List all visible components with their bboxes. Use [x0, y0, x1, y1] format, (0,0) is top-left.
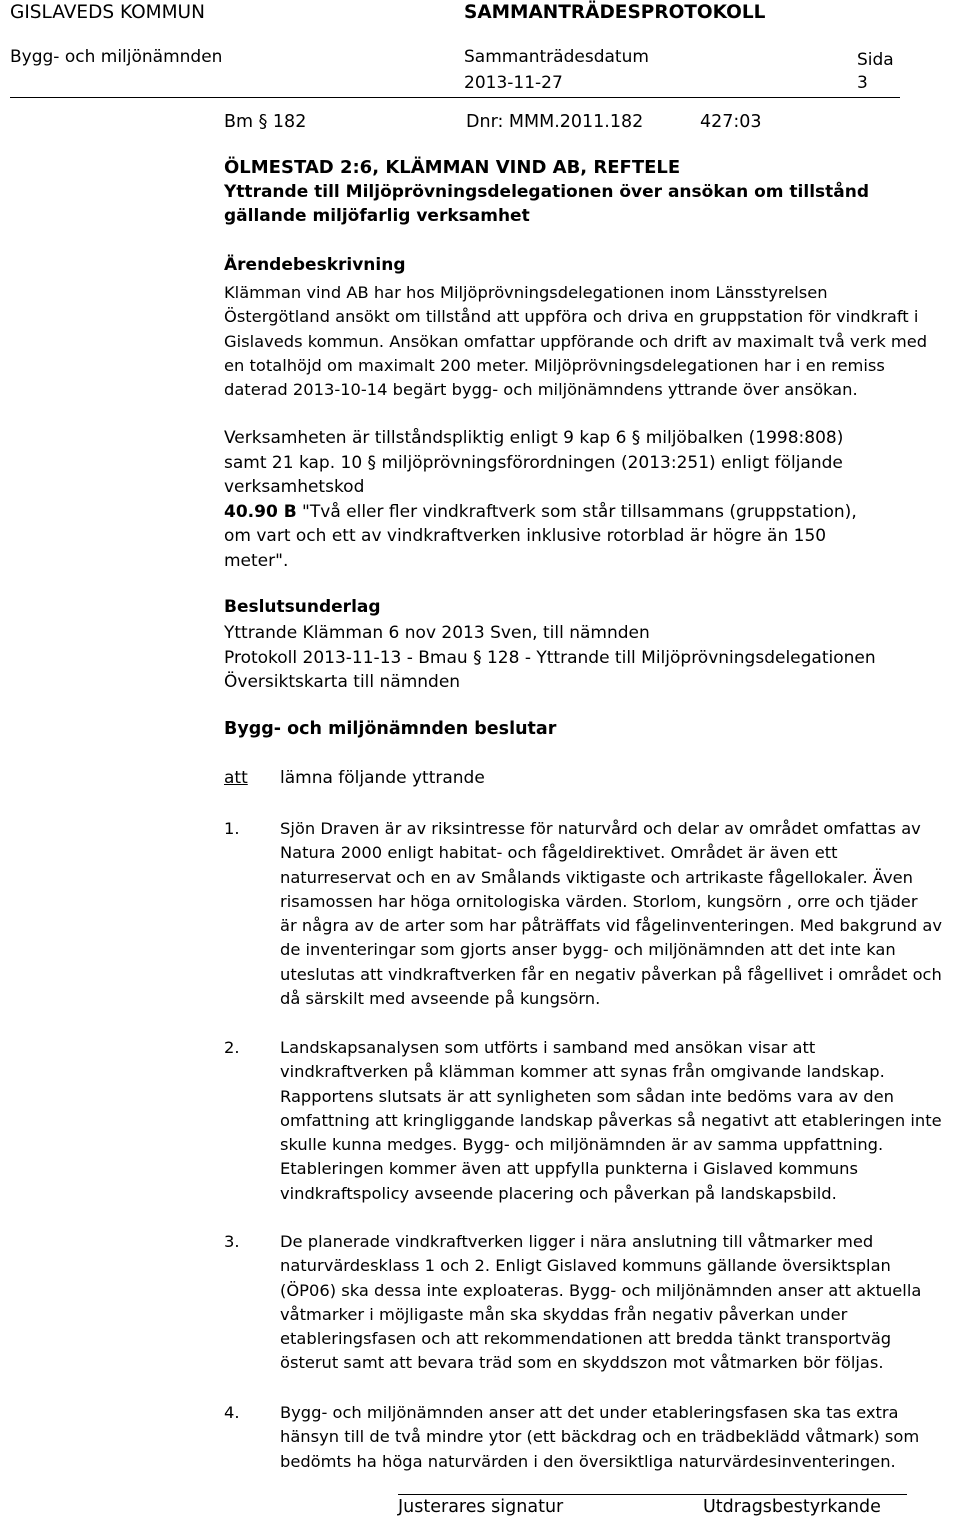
text-line: bedömts ha höga naturvärden i den översiktliga naturvärdesinventeringen. [280, 1451, 896, 1471]
text-line: de inventeringar som gjorts anser bygg- och miljönämnden att det inte kan [280, 940, 896, 960]
text-line: daterad 2013-10-14 begärt bygg- och miljönämndens yttrande över ansökan. [224, 380, 858, 400]
text-line: våtmarker i möjligaste mån ska skyddas från negativ påverkan under [280, 1304, 848, 1324]
page-label: Sida [857, 50, 894, 70]
text-line: Sjön Draven är av riksintresse för naturvård och delar av området omfattas av [280, 819, 921, 838]
header-divider [10, 97, 900, 98]
beslutsunderlag-list [224, 621, 876, 695]
text-line: Rapportens slutsats är att synligheten som sådan inte bedöms vara av den [280, 1086, 894, 1106]
date-label: Sammanträdesdatum [464, 47, 649, 67]
footer-extract-label: Utdragsbestyrkande [703, 1497, 881, 1517]
diary-number: Dnr: MMM.2011.182 [466, 112, 644, 132]
text-line: De planerade vindkraftverken ligger i nära anslutning till våtmarker med [280, 1232, 874, 1251]
text-line: är några av de arter som har påträffats vid fågelinventeringen. Med bakgrund av [280, 916, 942, 936]
list-item [280, 1036, 942, 1206]
text-line: etableringsfasen och att rekommendationen att bredda tänkt transportväg [280, 1329, 892, 1349]
text-line: Klämman vind AB har hos Miljöprövningsdelegationen inom Länsstyrelsen [224, 283, 828, 302]
text-line [224, 500, 857, 525]
footer-divider [398, 1494, 907, 1495]
list-item [280, 1401, 919, 1474]
section-heading-arendebeskrivning: Ärendebeskrivning [224, 255, 406, 275]
text-line: skulle kunna medges. Bygg- och miljönämnden är av samma uppfattning. [280, 1135, 884, 1155]
document-reference: Protokoll 2013-11-13 - Bmau § 128 - Yttrande till Miljöprövningsdelegationen [224, 647, 876, 668]
att-keyword: att [224, 768, 248, 788]
text-line: Verksamheten är tillståndspliktig enligt 9 kap 6 § miljöbalken (1998:808) [224, 428, 844, 448]
text-line: österut samt att bevara träd som en skyddszon mot våtmarken bör följas. [280, 1353, 884, 1373]
text-line: risamossen har höga ornitologiska värden. Storlom, kungsörn , orre och tjäder [280, 891, 918, 911]
case-number: Bm § 182 [224, 112, 307, 132]
arendebeskrivning-text [224, 281, 927, 402]
text-line: vindkraftverken på klämman kommer att synas från omgivande landskap. [280, 1062, 885, 1082]
text-line: (ÖP06) ska dessa inte exploateras. Bygg- och miljönämnden anser att aktuella [280, 1280, 922, 1300]
meeting-date: 2013-11-27 [464, 73, 563, 93]
document-reference: Yttrande Klämman 6 nov 2013 Sven, till nämnden [224, 623, 650, 643]
text-line: meter". [224, 550, 289, 571]
org-name: GISLAVEDS KOMMUN [10, 2, 205, 23]
decision-text: lämna följande yttrande [280, 768, 485, 788]
text-line: hänsyn till de två mindre ytor (ett bäckdrag och en trädbeklädd våtmark) som [280, 1427, 920, 1447]
footer-signature-label: Justerares signatur [398, 1497, 564, 1517]
section-heading-beslutsunderlag: Beslutsunderlag [224, 597, 381, 617]
text-line: vindkraftspolicy avseende placering och påverkan på landskapsbild. [280, 1183, 837, 1203]
doc-type: SAMMANTRÄDESPROTOKOLL [464, 2, 766, 23]
case-subtitle-line-2: gällande miljöfarlig verksamhet [224, 206, 530, 226]
text-line: omfattning att kringliggande landskap påverkas så negativt att etableringen inte [280, 1110, 942, 1130]
text-line: Natura 2000 enligt habitat- och fågeldirektivet. Området är även ett [280, 843, 838, 863]
page-number: 3 [857, 73, 868, 93]
list-item [280, 817, 942, 1011]
text-line: Östergötland ansökt om tillstånd att uppföra och driva en gruppstation för vindkraft i [224, 307, 919, 327]
item-number: 4. [224, 1403, 240, 1422]
text-line: naturreservat och en av Smålands viktigaste och artrikaste fågellokaler. Även [280, 867, 913, 887]
section-heading-beslut: Bygg- och miljönämnden beslutar [224, 719, 557, 739]
text-line: Bygg- och miljönämnden anser att det under etableringsfasen ska tas extra [280, 1403, 899, 1422]
item-number: 2. [224, 1038, 240, 1057]
text-line: uteslutas att vindkraftverken får en negativ påverkan på fågellivet i området och [280, 964, 942, 984]
text-line: Gislaveds kommun. Ansökan omfattar uppförande och drift av maximalt två verk med [224, 331, 928, 351]
case-subtitle-line-1: Yttrande till Miljöprövningsdelegationen över ansökan om tillstånd [224, 182, 870, 202]
verksamhet-text [224, 426, 857, 574]
activity-code: 40.90 B [224, 501, 297, 522]
text-line: naturvärdesklass 1 och 2. Enligt Gislaved kommuns gällande översiktsplan [280, 1256, 891, 1276]
case-title: ÖLMESTAD 2:6, KLÄMMAN VIND AB, REFTELE [224, 157, 681, 178]
activity-description: "Två eller fler vindkraftverk som står tillsammans (gruppstation), [296, 501, 857, 522]
case-code: 427:03 [700, 112, 762, 132]
text-line: Etableringen kommer även att uppfylla punkterna i Gislaved kommuns [280, 1159, 858, 1179]
text-line: samt 21 kap. 10 § miljöprövningsförordningen (2013:251) enligt följande [224, 452, 843, 473]
text-line: då särskilt med avseende på kungsörn. [280, 989, 601, 1009]
text-line: om vart och ett av vindkraftverken inklusive rotorblad är högre än 150 [224, 526, 827, 547]
list-item [280, 1230, 921, 1376]
text-line: en totalhöjd om maximalt 200 meter. Miljöprövningsdelegationen har i en remiss [224, 355, 885, 375]
text-line: Landskapsanalysen som utförts i samband med ansökan visar att [280, 1038, 816, 1057]
item-number: 1. [224, 819, 240, 838]
text-line: verksamhetskod [224, 477, 365, 498]
committee-name: Bygg- och miljönämnden [10, 47, 223, 67]
document-reference: Översiktskarta till nämnden [224, 672, 461, 693]
item-number: 3. [224, 1232, 240, 1251]
